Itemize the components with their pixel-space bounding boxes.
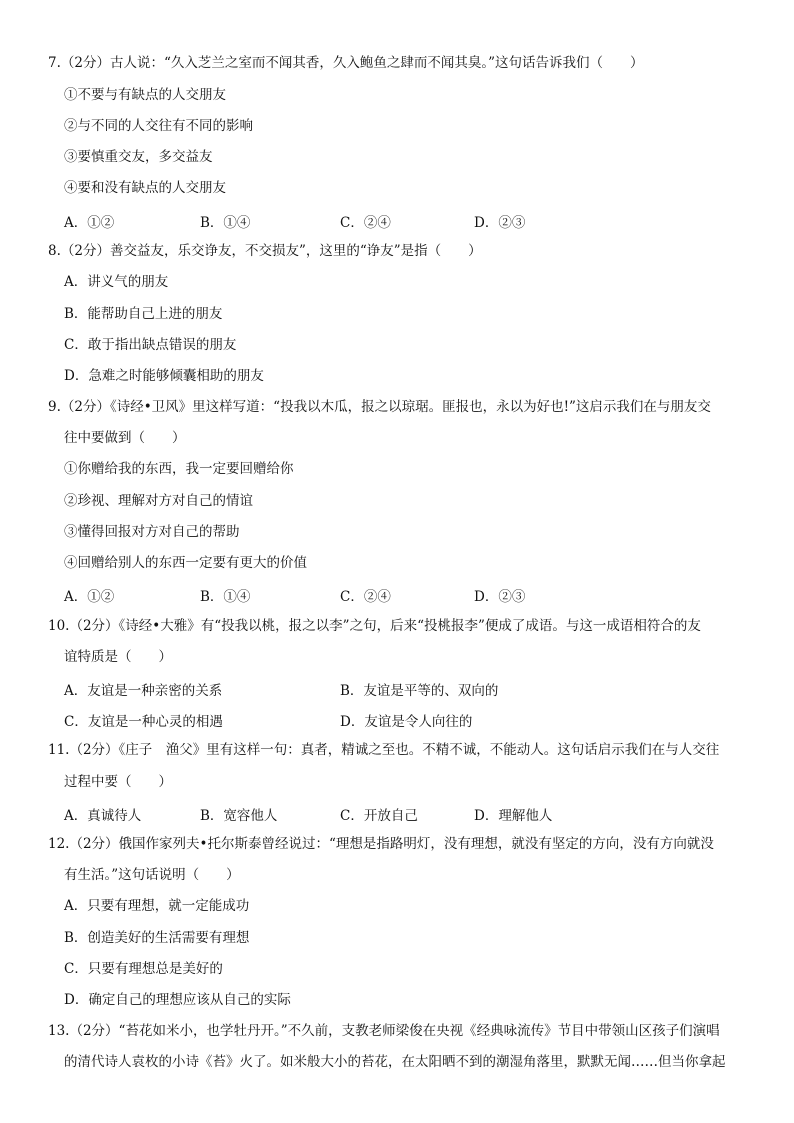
question-9-item-1: ①你赠给我的东西，我一定要回赠给你 <box>64 461 294 477</box>
question-9-item-2: ②珍视、理解对方对自己的情谊 <box>64 493 253 509</box>
question-10-stem-line-1: 10.（2分）《诗经•大雅》有“投我以桃，报之以李”之句，后来“投桃报李”便成了成语。与这一成语相符合的友 <box>48 618 701 634</box>
question-12-stem-line-2: 有生活。”这句话说明（ ） <box>64 867 240 883</box>
question-11-stem-line-1: 11.（2分）《庄子 渔父》里有这样一句：真者，精诚之至也。不精不诚，不能动人。这句话启示我们在与人交往 <box>48 742 720 758</box>
option-d: D．②③ <box>474 215 526 231</box>
option-c: C．只要有理想总是美好的 <box>64 961 223 977</box>
option-c: C．②④ <box>340 589 391 605</box>
option-b: B．友谊是平等的、双向的 <box>340 683 499 699</box>
option-c: C．开放自己 <box>340 808 418 824</box>
option-b: B．①④ <box>200 589 251 605</box>
question-9-item-3: ③懂得回报对方对自己的帮助 <box>64 524 240 540</box>
option-a: A．①② <box>64 215 115 231</box>
question-9-stem-line-1: 9.（2分）《诗经•卫风》里这样写道：“投我以木瓜，报之以琼琚。匪报也，永以为好也!”这启示我们在与朋友交 <box>48 399 711 415</box>
option-b: B．创造美好的生活需要有理想 <box>64 930 250 946</box>
question-12-stem-line-1: 12.（2分）俄国作家列夫•托尔斯泰曾经说过：“理想是指路明灯，没有理想，就没有坚定的方向，没有方向就没 <box>48 836 714 852</box>
question-7-item-4: ④要和没有缺点的人交朋友 <box>64 180 226 196</box>
question-13-stem-line-1: 13.（2分）“苔花如米小，也学牡丹开。”不久前，支教老师梁俊在央视《经典咏流传》节目中带领山区孩子们演唱 <box>48 1023 720 1039</box>
question-7-item-2: ②与不同的人交往有不同的影响 <box>64 118 253 134</box>
option-d: D．友谊是令人向往的 <box>340 714 473 730</box>
option-d: D．确定自己的理想应该从自己的实际 <box>64 992 291 1008</box>
option-a: A．①② <box>64 589 115 605</box>
option-d: D．②③ <box>474 589 526 605</box>
option-c: C．友谊是一种心灵的相遇 <box>64 714 223 730</box>
question-10-stem-line-2: 谊特质是（ ） <box>64 649 172 665</box>
option-a: A．真诚待人 <box>64 808 142 824</box>
option-b: B．①④ <box>200 215 251 231</box>
question-13-stem-line-2: 的清代诗人袁枚的小诗《苔》火了。如米般大小的苔花，在太阳晒不到的潮湿角落里，默默无闻……但当你拿起 <box>64 1054 726 1070</box>
option-c: C．②④ <box>340 215 391 231</box>
question-11-stem-line-2: 过程中要（ ） <box>64 774 172 790</box>
question-9-item-4: ④回赠给别人的东西一定要有更大的价值 <box>64 555 307 571</box>
option-a: A．讲义气的朋友 <box>64 274 169 290</box>
question-7-stem: 7.（2分）古人说：“久入芝兰之室而不闻其香，久入鲍鱼之肆而不闻其臭。”这句话告诉我们（ ） <box>48 55 644 71</box>
option-a: A．只要有理想，就一定能成功 <box>64 898 250 914</box>
option-d: D．急难之时能够倾囊相助的朋友 <box>64 368 264 384</box>
question-7-item-1: ①不要与有缺点的人交朋友 <box>64 87 226 103</box>
option-a: A．友谊是一种亲密的关系 <box>64 683 223 699</box>
option-c: C．敢于指出缺点错误的朋友 <box>64 337 237 353</box>
option-b: B．能帮助自己上进的朋友 <box>64 306 223 322</box>
question-7-item-3: ③要慎重交友，多交益友 <box>64 149 213 165</box>
option-d: D．理解他人 <box>474 808 553 824</box>
option-b: B．宽容他人 <box>200 808 278 824</box>
question-8-stem: 8.（2分）善交益友，乐交诤友，不交损友”，这里的“诤友”是指（ ） <box>48 243 482 259</box>
question-9-stem-line-2: 往中要做到（ ） <box>64 430 186 446</box>
